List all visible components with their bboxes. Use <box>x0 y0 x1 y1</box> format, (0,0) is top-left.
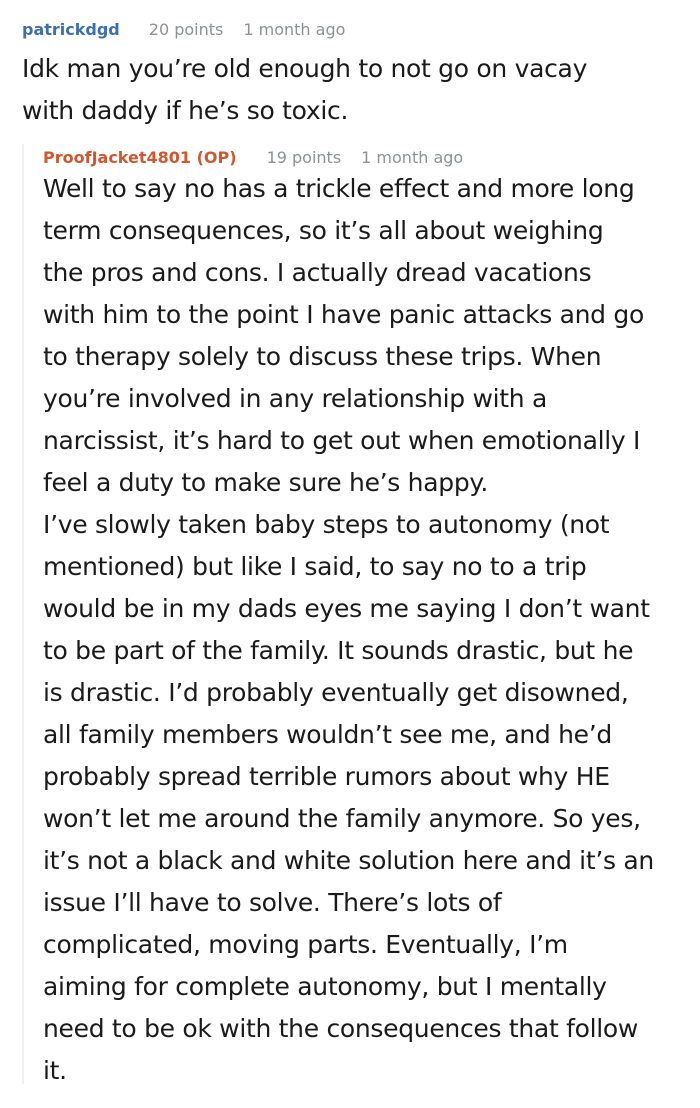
comment-reply-op <box>22 144 694 1084</box>
reply-thread-line[interactable] <box>22 144 24 1084</box>
comment-body: Well to say no has a trickle effect and more long term consequences, so it’s all about weighing the pros and cons. I actually dread vacations with him to the point I have panic attacks and go to therapy solely to discuss these trips. When you’re involved in any relationship with a narcissist, it’s hard to get out when emotionally I feel a duty to make sure he’s happy. I’ve slowly taken baby steps to autonomy (not mentioned) but like I said, to say no to a trip would be in my dads eyes me saying I don’t want to be part of the family. It sounds drastic, but he is drastic. I’d probably eventually get disowned, all family members wouldn’t see me, and he’d probably spread terrible rumors about why HE won’t let me around the family anymore. So yes, it’s not a black and white solution here and it’s an issue I’ll have to solve. There’s lots of complicated, moving parts. Eventually, I’m aiming for complete autonomy, but I mentally need to be ok with the consequences that follow it. <box>43 174 654 1085</box>
comment-timestamp[interactable]: 1 month ago <box>361 148 464 167</box>
comment-body: Idk man you’re old enough to not go on vacay with daddy if he’s so toxic. <box>22 54 588 125</box>
comment-points: 19 points <box>266 148 342 167</box>
comment-meta <box>22 16 692 44</box>
comment-author-link[interactable]: ProofJacket4801 (OP) <box>43 148 237 167</box>
comment-patrickdgd <box>22 16 692 132</box>
comment-timestamp[interactable]: 1 month ago <box>243 20 346 39</box>
comment-points: 20 points <box>148 20 224 39</box>
comment-author-link[interactable]: patrickdgd <box>22 20 120 39</box>
